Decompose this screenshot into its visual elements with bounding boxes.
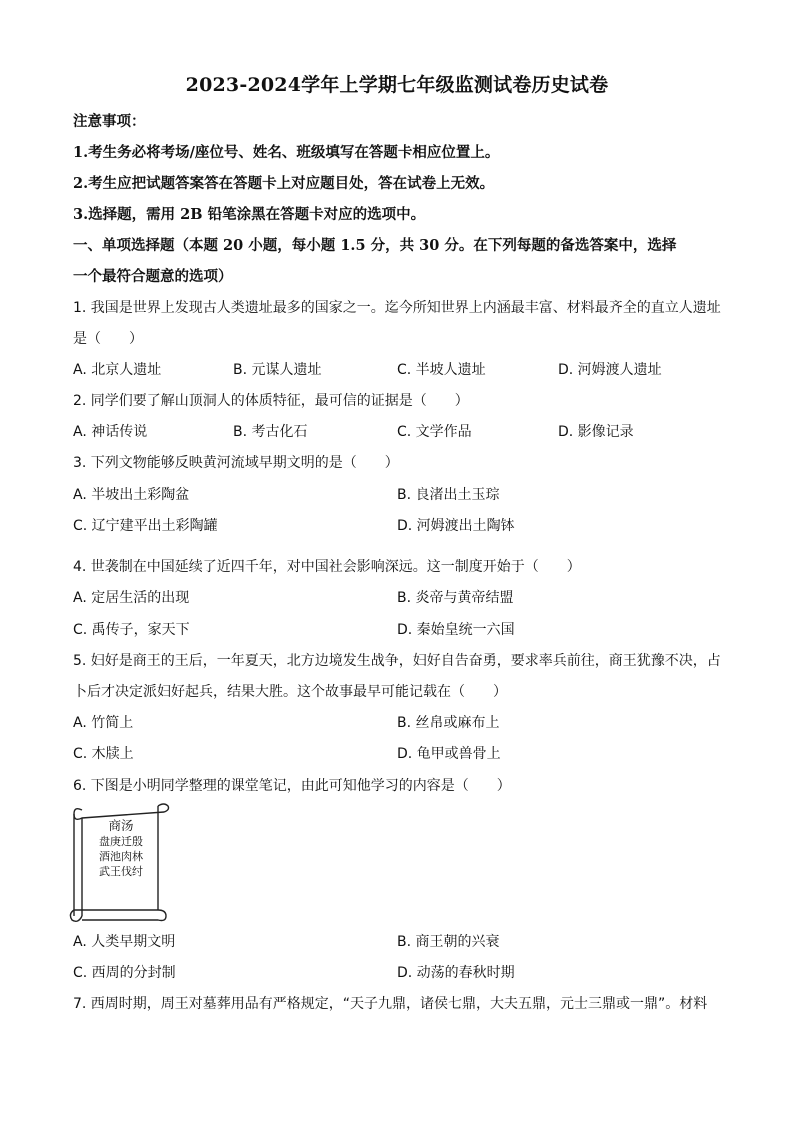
question-6-option-a: A. 人类早期文明: [73, 934, 176, 950]
page-title: 2023-2024学年上学期七年级监测试卷历史试卷: [185, 74, 609, 96]
question-1-option-a: A. 北京人遗址: [73, 362, 162, 378]
question-1-stem-cont: 是（ ）: [73, 331, 143, 347]
question-3-option-b: B. 良渚出土玉琮: [397, 487, 500, 503]
notice-item-2: 2.考生应把试题答案答在答题卡上对应题目处，答在试卷上无效。: [73, 175, 495, 192]
section-heading-cont: 一个最符合题意的选项）: [73, 268, 233, 285]
section-heading: 一、单项选择题（本题 20 小题，每小题 1.5 分，共 30 分。在下列每题的备选答案中，选择: [73, 237, 677, 254]
question-4-option-c: C. 禹传子，家天下: [73, 622, 190, 638]
question-2-option-a: A. 神话传说: [73, 424, 148, 440]
question-3-option-c: C. 辽宁建平出土彩陶罐: [73, 518, 218, 534]
question-5-option-b: B. 丝帛或麻布上: [397, 715, 500, 731]
question-1-option-d: D. 河姆渡人遗址: [558, 362, 662, 378]
question-6-option-d: D. 动荡的春秋时期: [397, 965, 515, 981]
question-4-option-b: B. 炎帝与黄帝结盟: [397, 590, 514, 606]
note-line-4: 武王伐纣: [99, 865, 143, 878]
question-4-option-d: D. 秦始皇统一六国: [397, 622, 515, 638]
question-4-stem: 4. 世袭制在中国延续了近四千年，对中国社会影响深远。这一制度开始于（ ）: [73, 559, 581, 575]
question-3-option-a: A. 半坡出土彩陶盆: [73, 487, 190, 503]
question-4-option-a: A. 定居生活的出现: [73, 590, 190, 606]
question-5-option-a: A. 竹简上: [73, 715, 134, 731]
question-3-stem: 3. 下列文物能够反映黄河流域早期文明的是（ ）: [73, 455, 399, 471]
question-6-option-b: B. 商王朝的兴衰: [397, 934, 500, 950]
question-1-stem: 1. 我国是世界上发现古人类遗址最多的国家之一。迄今所知世界上内涵最丰富、材料最齐全的直立人遗址: [73, 300, 721, 316]
question-1-option-c: C. 半坡人遗址: [397, 362, 486, 378]
question-1-option-b: B. 元谋人遗址: [233, 362, 322, 378]
question-2-option-b: B. 考古化石: [233, 424, 308, 440]
question-5-option-c: C. 木牍上: [73, 746, 134, 762]
question-5-stem-cont: 卜后才决定派妇好起兵，结果大胜。这个故事最早可能记载在（ ）: [73, 684, 507, 700]
notice-item-3: 3.选择题，需用 2B 铅笔涂黑在答题卡对应的选项中。: [73, 206, 426, 223]
question-5-option-d: D. 龟甲或兽骨上: [397, 746, 501, 762]
question-2-option-c: C. 文学作品: [397, 424, 472, 440]
note-line-2: 盘庚迁殷: [99, 835, 143, 848]
question-6-stem: 6. 下图是小明同学整理的课堂笔记，由此可知他学习的内容是（ ）: [73, 778, 511, 794]
question-2-option-d: D. 影像记录: [558, 424, 634, 440]
question-5-stem: 5. 妇好是商王的王后，一年夏天，北方边境发生战争，妇好自告奋勇，要求率兵前往，商王犹豫不决，占: [73, 653, 721, 669]
class-notes-text: [86, 818, 156, 879]
question-7-stem: 7. 西周时期，周王对墓葬用品有严格规定，“天子九鼎，诸侯七鼎，大夫五鼎，元士三鼎或一鼎”。材料: [73, 996, 708, 1012]
question-3-option-d: D. 河姆渡出土陶钵: [397, 518, 515, 534]
question-6-option-c: C. 西周的分封制: [73, 965, 176, 981]
question-2-stem: 2. 同学们要了解山顶洞人的体质特征，最可信的证据是（ ）: [73, 393, 469, 409]
note-line-3: 酒池肉林: [99, 850, 143, 863]
notice-item-1: 1.考生务必将考场/座位号、姓名、班级填写在答题卡相应位置上。: [73, 144, 500, 161]
note-line-1: 商汤: [108, 818, 134, 833]
notice-heading: 注意事项：: [73, 113, 146, 130]
